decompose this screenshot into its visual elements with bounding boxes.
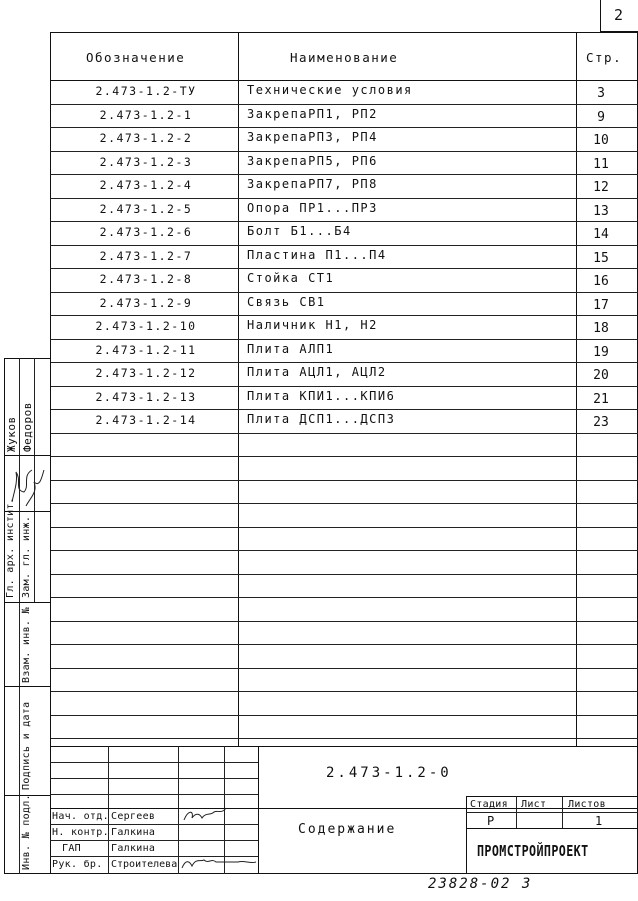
name-gap: Галкина [111,843,156,854]
row-code: 2.473-1.2-ТУ [95,84,197,98]
row-name: Наличник Н1, Н2 [247,318,378,332]
signature-stroiteleva [178,852,258,872]
label-sheets: Листов [568,799,606,810]
row-code: 2.473-1.2-10 [95,319,197,333]
role-team-lead: Рук. бр. [52,859,103,870]
row-name: ЗакрепаРП5, РП6 [247,153,378,168]
row-page: 20 [593,368,609,383]
label-stage: Стадия [470,799,508,810]
label-original-inv: Инв. № подл. [21,794,32,870]
row-code: 2.473-1.2-9 [99,295,193,310]
row-page: 3 [597,86,605,101]
row-code: 2.473-1.2-1 [99,107,193,122]
row-page: 11 [593,156,609,172]
row-code: 2.473-1.2-8 [99,272,193,286]
signature-sergeev [180,806,228,826]
row-name: Стойка СТ1 [247,271,335,285]
row-code: 2.473-1.2-11 [95,342,197,357]
name-norm-control: Галкина [111,827,156,838]
label-sheet: Лист [521,799,547,810]
row-name: Плита КПИ1...КПИ6 [247,388,396,403]
row-page: 18 [593,321,609,336]
row-name: ЗакрепаРП1, РП2 [247,106,378,121]
role-norm-control: Н. контр. [52,827,109,838]
row-name: Пластина П1...П4 [247,247,387,262]
row-name: Связь СВ1 [247,294,326,309]
row-page: 16 [593,274,609,289]
row-name: ЗакрепаРП3, РП4 [247,130,378,144]
page-number: 2 [614,6,625,24]
row-page: 14 [593,227,609,242]
name-fedorov: Федоров [21,402,34,452]
row-code: 2.473-1.2-7 [99,248,193,263]
row-page: 10 [593,133,609,148]
role-chief-architect: Гл. арх. инстит. [5,496,16,598]
document-code: 2.473-1.2-0 [326,765,452,781]
row-page: 23 [593,415,609,430]
row-name: Опора ПР1...ПР3 [247,200,378,215]
row-name: Плита АЦЛ1, АЦЛ2 [247,365,387,379]
row-name: Болт Б1...Б4 [247,224,352,238]
row-code: 2.473-1.2-13 [95,389,197,404]
row-page: 13 [593,203,609,219]
row-name: Технические условия [247,83,413,97]
row-page: 12 [593,180,609,195]
header-code: Обозначение [86,50,186,65]
row-code: 2.473-1.2-3 [99,154,193,169]
row-code: 2.473-1.2-5 [99,201,193,216]
margin-signature-1 [4,462,48,510]
row-page: 9 [597,109,605,125]
organization-name: ПРОМСТРОЙПРОЕКТ [477,842,589,860]
role-gap: ГАП [62,843,81,854]
row-code: 2.473-1.2-2 [99,131,193,145]
role-head-dept: Нач. отд. [52,811,109,822]
row-name: ЗакрепаРП7, РП8 [247,177,378,191]
header-name: Наименование [290,50,399,65]
row-page: 19 [593,344,609,360]
row-code: 2.473-1.2-14 [95,413,197,427]
footer-number: 23828-02 3 [428,876,533,892]
stage-value: Р [487,814,496,828]
label-replacement-inv: Взам. инв. № [21,607,32,683]
document-title: Содержание [298,822,397,837]
row-page: 21 [593,391,609,407]
row-page: 15 [593,250,609,266]
row-code: 2.473-1.2-6 [99,225,193,239]
label-signature-date: Подпись и дата [21,701,32,790]
row-page: 17 [593,297,609,313]
name-team-lead: Строителева [111,859,178,870]
sheets-value: 1 [595,814,604,828]
row-name: Плита ДСП1...ДСП3 [247,412,396,426]
row-code: 2.473-1.2-12 [95,366,197,380]
name-head-dept: Сергеев [111,811,156,822]
role-deputy-engineer: Зам. гл. инж. [21,515,32,598]
row-code: 2.473-1.2-4 [99,178,193,192]
row-name: Плита АЛП1 [247,341,335,356]
header-page: Стр. [586,50,623,65]
name-zhukov: Жуков [5,416,18,452]
